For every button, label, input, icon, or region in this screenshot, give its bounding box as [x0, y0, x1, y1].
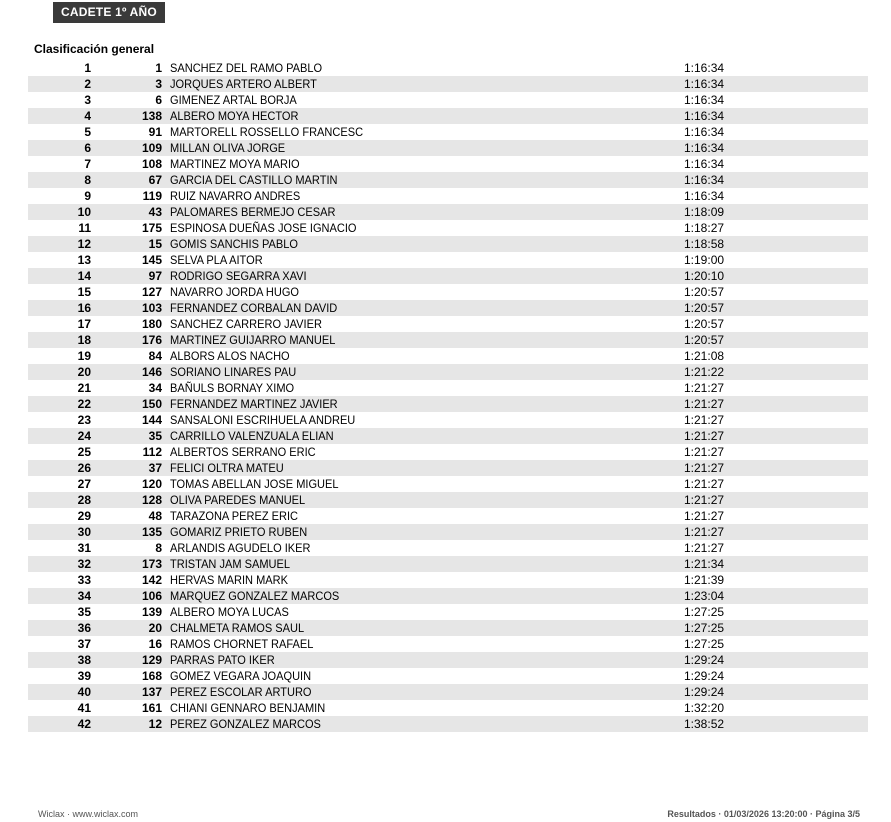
position-cell: 4 [84, 109, 91, 123]
table-row [28, 76, 868, 92]
table-row [28, 60, 868, 76]
bib-number-cell: 109 [141, 141, 162, 155]
finish-time-cell: 1:21:34 [684, 557, 725, 571]
athlete-name-cell: SANCHEZ CARRERO JAVIER [170, 317, 322, 331]
finish-time-cell: 1:18:09 [684, 205, 725, 219]
bib-number-cell: 48 [148, 509, 162, 523]
bib-number-cell: 175 [141, 221, 162, 235]
bib-number-cell: 127 [141, 285, 162, 299]
position-cell: 27 [77, 477, 91, 491]
table-row [28, 604, 868, 620]
position-cell: 28 [77, 493, 91, 507]
footer-page-info: Resultados · 01/03/2026 13:20:00 · Página 3/5 [667, 809, 860, 819]
table-row [28, 332, 868, 348]
athlete-name-cell: GOMEZ VEGARA JOAQUIN [170, 669, 312, 683]
table-row [28, 620, 868, 636]
bib-number-cell: 6 [155, 93, 162, 107]
finish-time-cell: 1:27:25 [684, 621, 725, 635]
finish-time-cell: 1:23:04 [684, 589, 725, 603]
position-cell: 39 [77, 669, 91, 683]
athlete-name-cell: ALBORS ALOS NACHO [170, 349, 290, 363]
bib-number-cell: 180 [141, 317, 162, 331]
finish-time-cell: 1:18:58 [684, 237, 725, 251]
athlete-name-cell: FERNANDEZ CORBALAN DAVID [170, 301, 338, 315]
table-row [28, 412, 868, 428]
position-cell: 19 [77, 349, 91, 363]
athlete-name-cell: RAMOS CHORNET RAFAEL [170, 637, 314, 651]
position-cell: 22 [77, 397, 91, 411]
finish-time-cell: 1:20:57 [684, 333, 725, 347]
finish-time-cell: 1:20:57 [684, 285, 725, 299]
position-cell: 2 [84, 77, 91, 91]
athlete-name-cell: SANCHEZ DEL RAMO PABLO [170, 61, 323, 75]
athlete-name-cell: CARRILLO VALENZUALA ELIAN [170, 429, 334, 443]
position-cell: 8 [84, 173, 91, 187]
bib-number-cell: 20 [148, 621, 162, 635]
athlete-name-cell: TARAZONA PEREZ ERIC [170, 509, 299, 523]
finish-time-cell: 1:21:39 [684, 573, 725, 587]
table-row [28, 460, 868, 476]
athlete-name-cell: PEREZ GONZALEZ MARCOS [170, 717, 321, 731]
athlete-name-cell: CHIANI GENNARO BENJAMIN [170, 701, 326, 715]
position-cell: 31 [77, 541, 91, 555]
athlete-name-cell: PEREZ ESCOLAR ARTURO [170, 685, 312, 699]
athlete-name-cell: TRISTAN JAM SAMUEL [170, 557, 291, 571]
bib-number-cell: 138 [141, 109, 162, 123]
table-row [28, 588, 868, 604]
category-badge: CADETE 1º AÑO [53, 2, 165, 23]
bib-number-cell: 35 [148, 429, 162, 443]
table-row [28, 524, 868, 540]
table-row [28, 156, 868, 172]
position-cell: 6 [84, 141, 91, 155]
footer-credit: Wiclax · www.wiclax.com [38, 809, 139, 819]
athlete-name-cell: ESPINOSA DUEÑAS JOSE IGNACIO [170, 221, 357, 235]
athlete-name-cell: MARTINEZ MOYA MARIO [170, 157, 300, 171]
table-row [28, 348, 868, 364]
bib-number-cell: 16 [148, 637, 162, 651]
table-row [28, 364, 868, 380]
table-row [28, 140, 868, 156]
finish-time-cell: 1:21:27 [684, 461, 725, 475]
position-cell: 1 [84, 61, 91, 75]
finish-time-cell: 1:16:34 [684, 61, 725, 75]
bib-number-cell: 137 [141, 685, 162, 699]
position-cell: 15 [77, 285, 91, 299]
position-cell: 13 [77, 253, 91, 267]
position-cell: 34 [77, 589, 91, 603]
table-row [28, 188, 868, 204]
finish-time-cell: 1:19:00 [684, 253, 725, 267]
position-cell: 21 [77, 381, 91, 395]
athlete-name-cell: RODRIGO SEGARRA XAVI [170, 269, 307, 283]
bib-number-cell: 34 [148, 381, 162, 395]
position-cell: 30 [77, 525, 91, 539]
athlete-name-cell: ALBERTOS SERRANO ERIC [170, 445, 316, 459]
table-row [28, 380, 868, 396]
finish-time-cell: 1:21:27 [684, 381, 725, 395]
position-cell: 7 [84, 157, 91, 171]
athlete-name-cell: ALBERO MOYA LUCAS [170, 605, 289, 619]
position-cell: 10 [77, 205, 91, 219]
athlete-name-cell: CHALMETA RAMOS SAUL [170, 621, 305, 635]
athlete-name-cell: SELVA PLA AITOR [170, 253, 263, 267]
athlete-name-cell: SORIANO LINARES PAU [170, 365, 297, 379]
bib-number-cell: 3 [155, 77, 162, 91]
athlete-name-cell: MILLAN OLIVA JORGE [170, 141, 286, 155]
bib-number-cell: 139 [141, 605, 162, 619]
finish-time-cell: 1:21:27 [684, 397, 725, 411]
athlete-name-cell: ARLANDIS AGUDELO IKER [170, 541, 311, 555]
position-cell: 12 [77, 237, 91, 251]
bib-number-cell: 161 [141, 701, 162, 715]
bib-number-cell: 145 [141, 253, 162, 267]
finish-time-cell: 1:16:34 [684, 189, 725, 203]
finish-time-cell: 1:32:20 [684, 701, 725, 715]
bib-number-cell: 97 [148, 269, 162, 283]
bib-number-cell: 43 [148, 205, 162, 219]
position-cell: 5 [84, 125, 91, 139]
table-row [28, 124, 868, 140]
position-cell: 18 [77, 333, 91, 347]
finish-time-cell: 1:16:34 [684, 77, 725, 91]
finish-time-cell: 1:21:08 [684, 349, 725, 363]
finish-time-cell: 1:18:27 [684, 221, 725, 235]
bib-number-cell: 128 [141, 493, 162, 507]
finish-time-cell: 1:16:34 [684, 93, 725, 107]
table-row [28, 396, 868, 412]
athlete-name-cell: BAÑULS BORNAY XIMO [170, 381, 295, 395]
finish-time-cell: 1:16:34 [684, 125, 725, 139]
table-row [28, 428, 868, 444]
bib-number-cell: 176 [141, 333, 162, 347]
finish-time-cell: 1:21:27 [684, 493, 725, 507]
table-row [28, 316, 868, 332]
position-cell: 36 [77, 621, 91, 635]
athlete-name-cell: PALOMARES BERMEJO CESAR [170, 205, 336, 219]
bib-number-cell: 150 [141, 397, 162, 411]
table-row [28, 492, 868, 508]
position-cell: 20 [77, 365, 91, 379]
finish-time-cell: 1:16:34 [684, 141, 725, 155]
athlete-name-cell: TOMAS ABELLAN JOSE MIGUEL [170, 477, 339, 491]
finish-time-cell: 1:27:25 [684, 605, 725, 619]
position-cell: 23 [77, 413, 91, 427]
position-cell: 38 [77, 653, 91, 667]
table-row [28, 284, 868, 300]
bib-number-cell: 142 [141, 573, 162, 587]
finish-time-cell: 1:29:24 [684, 653, 725, 667]
table-row [28, 236, 868, 252]
bib-number-cell: 108 [141, 157, 162, 171]
bib-number-cell: 119 [142, 189, 162, 203]
athlete-name-cell: MARTINEZ GUIJARRO MANUEL [170, 333, 336, 347]
finish-time-cell: 1:29:24 [684, 685, 725, 699]
position-cell: 29 [77, 509, 91, 523]
finish-time-cell: 1:21:27 [684, 509, 725, 523]
finish-time-cell: 1:27:25 [684, 637, 725, 651]
athlete-name-cell: GOMARIZ PRIETO RUBEN [170, 525, 308, 539]
table-row [28, 668, 868, 684]
table-row [28, 108, 868, 124]
athlete-name-cell: MARTORELL ROSSELLO FRANCESC [170, 125, 364, 139]
finish-time-cell: 1:21:27 [684, 429, 725, 443]
athlete-name-cell: ALBERO MOYA HECTOR [170, 109, 299, 123]
bib-number-cell: 15 [148, 237, 162, 251]
finish-time-cell: 1:21:27 [684, 525, 725, 539]
table-row [28, 204, 868, 220]
table-row [28, 716, 868, 732]
athlete-name-cell: OLIVA PAREDES MANUEL [170, 493, 306, 507]
athlete-name-cell: JORQUES ARTERO ALBERT [170, 77, 317, 91]
results-table [28, 60, 868, 732]
position-cell: 37 [77, 637, 91, 651]
bib-number-cell: 173 [141, 557, 162, 571]
finish-time-cell: 1:16:34 [684, 173, 725, 187]
position-cell: 11 [78, 221, 91, 235]
bib-number-cell: 112 [142, 445, 162, 459]
table-row [28, 508, 868, 524]
table-row [28, 556, 868, 572]
bib-number-cell: 144 [141, 413, 162, 427]
table-row [28, 700, 868, 716]
finish-time-cell: 1:16:34 [684, 157, 725, 171]
bib-number-cell: 1 [155, 61, 162, 75]
table-row [28, 252, 868, 268]
table-row [28, 444, 868, 460]
finish-time-cell: 1:21:27 [684, 477, 725, 491]
athlete-name-cell: FERNANDEZ MARTINEZ JAVIER [170, 397, 338, 411]
athlete-name-cell: HERVAS MARIN MARK [170, 573, 288, 587]
position-cell: 35 [77, 605, 91, 619]
table-row [28, 220, 868, 236]
table-row [28, 684, 868, 700]
finish-time-cell: 1:16:34 [684, 109, 725, 123]
finish-time-cell: 1:21:22 [684, 365, 725, 379]
position-cell: 9 [84, 189, 91, 203]
athlete-name-cell: GOMIS SANCHIS PABLO [170, 237, 299, 251]
table-row [28, 636, 868, 652]
bib-number-cell: 12 [148, 717, 162, 731]
athlete-name-cell: SANSALONI ESCRIHUELA ANDREU [170, 413, 356, 427]
position-cell: 41 [77, 701, 91, 715]
table-row [28, 268, 868, 284]
bib-number-cell: 106 [141, 589, 162, 603]
table-row [28, 540, 868, 556]
finish-time-cell: 1:21:27 [684, 541, 725, 555]
bib-number-cell: 103 [141, 301, 162, 315]
table-row [28, 572, 868, 588]
bib-number-cell: 37 [148, 461, 162, 475]
position-cell: 16 [77, 301, 91, 315]
finish-time-cell: 1:20:57 [684, 301, 725, 315]
bib-number-cell: 84 [148, 349, 162, 363]
table-row [28, 476, 868, 492]
position-cell: 3 [84, 93, 91, 107]
athlete-name-cell: GIMENEZ ARTAL BORJA [170, 93, 297, 107]
finish-time-cell: 1:21:27 [684, 445, 725, 459]
position-cell: 26 [77, 461, 91, 475]
finish-time-cell: 1:20:10 [684, 269, 725, 283]
athlete-name-cell: GARCIA DEL CASTILLO MARTIN [170, 173, 338, 187]
table-row [28, 92, 868, 108]
bib-number-cell: 120 [141, 477, 162, 491]
position-cell: 40 [77, 685, 91, 699]
finish-time-cell: 1:38:52 [684, 717, 725, 731]
athlete-name-cell: FELICI OLTRA MATEU [170, 461, 284, 475]
finish-time-cell: 1:20:57 [684, 317, 725, 331]
position-cell: 25 [77, 445, 91, 459]
bib-number-cell: 146 [141, 365, 162, 379]
bib-number-cell: 91 [148, 125, 162, 139]
athlete-name-cell: RUIZ NAVARRO ANDRES [170, 189, 301, 203]
section-title: Clasificación general [34, 42, 155, 56]
position-cell: 24 [77, 429, 91, 443]
position-cell: 17 [77, 317, 91, 331]
position-cell: 42 [77, 717, 91, 731]
position-cell: 14 [77, 269, 91, 283]
table-row [28, 172, 868, 188]
position-cell: 32 [77, 557, 91, 571]
table-row [28, 300, 868, 316]
athlete-name-cell: MARQUEZ GONZALEZ MARCOS [170, 589, 340, 603]
finish-time-cell: 1:21:27 [684, 413, 725, 427]
bib-number-cell: 67 [148, 173, 162, 187]
athlete-name-cell: PARRAS PATO IKER [170, 653, 275, 667]
finish-time-cell: 1:29:24 [684, 669, 725, 683]
bib-number-cell: 8 [155, 541, 162, 555]
position-cell: 33 [77, 573, 91, 587]
table-row [28, 652, 868, 668]
athlete-name-cell: NAVARRO JORDA HUGO [170, 285, 300, 299]
bib-number-cell: 168 [141, 669, 162, 683]
bib-number-cell: 129 [141, 653, 162, 667]
bib-number-cell: 135 [141, 525, 162, 539]
